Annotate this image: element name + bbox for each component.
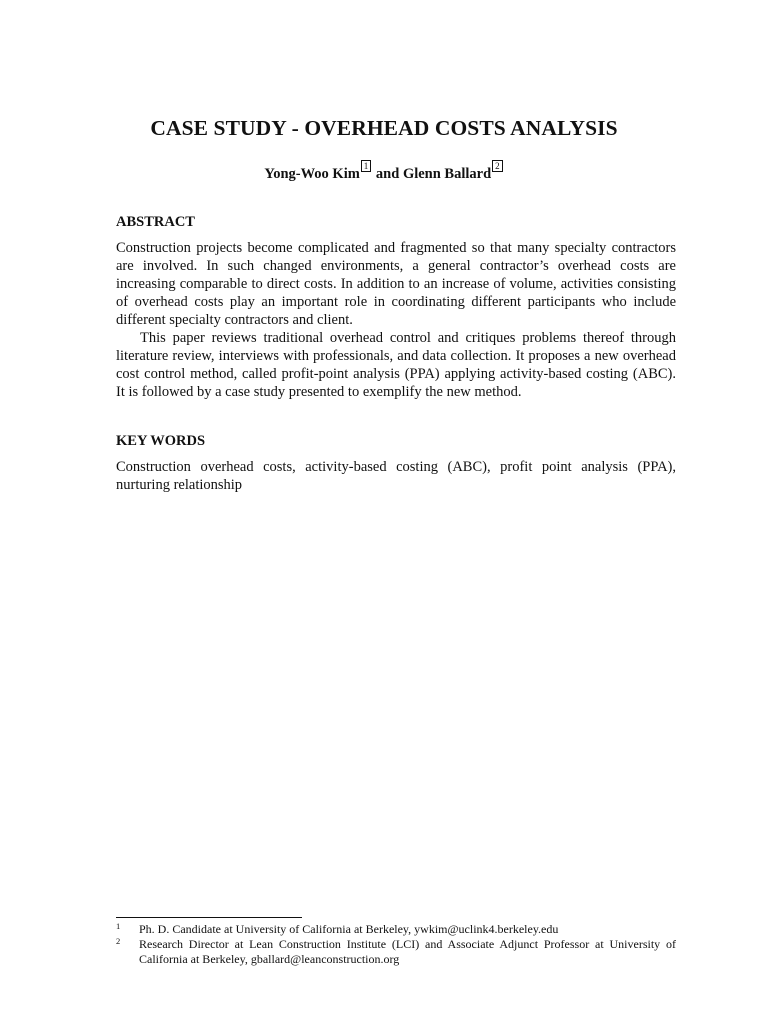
keywords-body xyxy=(116,458,676,494)
paper-title: CASE STUDY - OVERHEAD COSTS ANALYSIS xyxy=(150,116,618,140)
footnotes xyxy=(116,922,676,967)
abstract-heading: ABSTRACT xyxy=(116,214,195,230)
footnote-text-1: Ph. D. Candidate at University of California at Berkeley, ywkim@uclink4.berkeley.edu xyxy=(139,922,559,936)
abstract-body xyxy=(116,239,676,401)
keywords-heading: KEY WORDS xyxy=(116,433,206,449)
author-name-1: Yong-Woo Kim xyxy=(264,166,360,182)
abstract-paragraph-1: Construction projects become complicated and fragmented so that many specialty contractors are involved. In such changed environments, a general contractor’s overhead costs are increasing comparable to direct costs. In addition to an increase of volume, activities consisting of overhead costs play an important role in coordinating different participants who include different specialty contractors and client. xyxy=(116,240,676,328)
footnote-text-2: Research Director at Lean Construction Institute (LCI) and Associate Adjunct Professor at University of California at Berkeley, gballard@leanconstruction.org xyxy=(139,937,676,966)
keywords-text: Construction overhead costs, activity-based costing (ABC), profit point analysis (PPA), nurturing relationship xyxy=(116,459,676,493)
footnote-divider xyxy=(116,917,302,918)
footnote-link-2[interactable]: 2 xyxy=(492,160,503,172)
footnote-number-2: 2 xyxy=(116,936,121,946)
footnote-2 xyxy=(116,937,676,967)
abstract-paragraph-2: This paper reviews traditional overhead control and critiques problems thereof through literature review, interviews with professionals, and data collection. It proposes a new overhead cost control method, called profit-point analysis (PPA) applying activity-based costing (ABC). It is followed by a case study presented to exemplify the new method. xyxy=(116,330,676,400)
footnote-number-1: 1 xyxy=(116,921,121,931)
footnote-link-1[interactable]: 1 xyxy=(361,160,372,172)
author-name-2: Glenn Ballard xyxy=(402,166,492,182)
author-connector: and xyxy=(372,166,403,182)
footnote-1 xyxy=(116,922,676,937)
author-line xyxy=(0,161,768,183)
